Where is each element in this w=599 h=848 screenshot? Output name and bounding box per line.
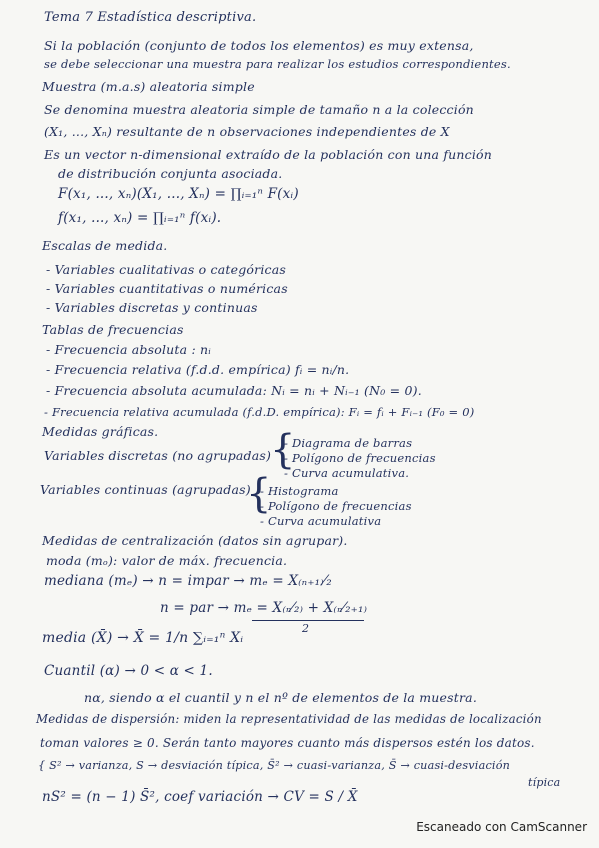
definition-line-2: (X₁, ..., Xₙ) resultante de n observaciones independientes de X (44, 124, 450, 139)
dispersion-line-2: toman valores ≥ 0. Serán tanto mayores cuanto más dispersos estén los datos. (40, 736, 535, 750)
scanner-watermark: Escaneado con CamScanner (416, 820, 587, 834)
section-heading-frequency-tables: Tablas de frecuencias (42, 322, 184, 337)
dispersion-measures: { S² → varianza, S → desviación típica, S̄² → cuasi-varianza, S̄ → cuasi-desviación (38, 759, 511, 772)
scale-item-1: - Variables cualitativas o categóricas (46, 262, 286, 277)
continuous-item-3: - Curva acumulativa (260, 514, 382, 528)
frequency-item-3: - Frecuencia absoluta acumulada: Nᵢ = nᵢ + Nᵢ₋₁ (N₀ = 0). (46, 383, 422, 398)
frequency-item-4: - Frecuencia relativa acumulada (f.d.D. empírica): Fᵢ = fᵢ + Fᵢ₋₁ (F₀ = 0) (44, 405, 475, 419)
mean-formula: media (X̄) → X̄ = 1/n ∑ᵢ₌₁ⁿ Xᵢ (42, 630, 244, 646)
continuous-variables-label: Variables continuas (agrupadas) (40, 482, 251, 497)
median-denominator: 2 (302, 622, 310, 635)
median-odd: mediana (mₑ) → n = impar → mₑ = X₍ₙ₊₁₎⁄₂ (44, 573, 332, 589)
discrete-item-1: - Diagrama de barras (284, 436, 413, 450)
definition-line-4: de distribución conjunta asociada. (58, 166, 283, 181)
variance-relation: nS² = (n − 1) S̄², coef variación → CV = S / X̄ (42, 789, 358, 805)
quantile-definition: Cuantil (α) → 0 < α < 1. (44, 663, 213, 679)
formula-distribution: F(x₁, ..., xₙ)(X₁, ..., Xₙ) = ∏ᵢ₌₁ⁿ F(xᵢ) (58, 186, 299, 202)
formula-density: f(x₁, ..., xₙ) = ∏ᵢ₌₁ⁿ f(xᵢ). (58, 210, 222, 226)
continuous-item-1: - Histograma (260, 484, 339, 498)
discrete-item-3: - Curva acumulativa. (284, 466, 410, 480)
discrete-item-2: - Polígono de frecuencias (284, 451, 436, 465)
definition-line-3: Es un vector n-dimensional extraído de la población con una función (44, 147, 493, 162)
scale-item-3: - Variables discretas y continuas (46, 300, 258, 315)
median-fraction-bar (252, 620, 364, 621)
dispersion-line-1: Medidas de dispersión: miden la representatividad de las medidas de localización (36, 712, 542, 726)
mode-definition: moda (mₒ): valor de máx. frecuencia. (46, 553, 288, 568)
scale-item-2: - Variables cuantitativas o numéricas (46, 281, 288, 296)
quantile-explanation: nα, siendo α el cuantil y n el nº de elementos de la muestra. (84, 690, 477, 705)
intro-line-2: se debe seleccionar una muestra para realizar los estudios correspondientes. (44, 57, 511, 71)
dispersion-measures-continuation: típica (528, 776, 561, 789)
section-heading-scales: Escalas de medida. (42, 238, 168, 253)
section-heading-centralization: Medidas de centralización (datos sin agrupar). (42, 533, 348, 548)
discrete-brace: { (270, 427, 296, 473)
topic-title: Tema 7 Estadística descriptiva. (44, 10, 257, 25)
section-heading-graphics: Medidas gráficas. (42, 424, 159, 439)
continuous-item-2: - Polígono de frecuencias (260, 499, 412, 513)
section-heading-sample: Muestra (m.a.s) aleatoria simple (42, 79, 255, 94)
intro-line-1: Si la población (conjunto de todos los elementos) es muy extensa, (44, 38, 474, 53)
discrete-variables-label: Variables discretas (no agrupadas) (44, 448, 272, 463)
definition-line-1: Se denomina muestra aleatoria simple de tamaño n a la colección (44, 102, 474, 117)
continuous-brace: { (246, 471, 272, 517)
median-even: n = par → mₑ = X₍ₙ⁄₂₎ + X₍ₙ⁄₂₊₁₎ (160, 600, 368, 616)
frequency-item-1: - Frecuencia absoluta : nᵢ (46, 342, 212, 357)
frequency-item-2: - Frecuencia relativa (f.d.d. empírica) fᵢ = nᵢ/n. (46, 362, 350, 377)
